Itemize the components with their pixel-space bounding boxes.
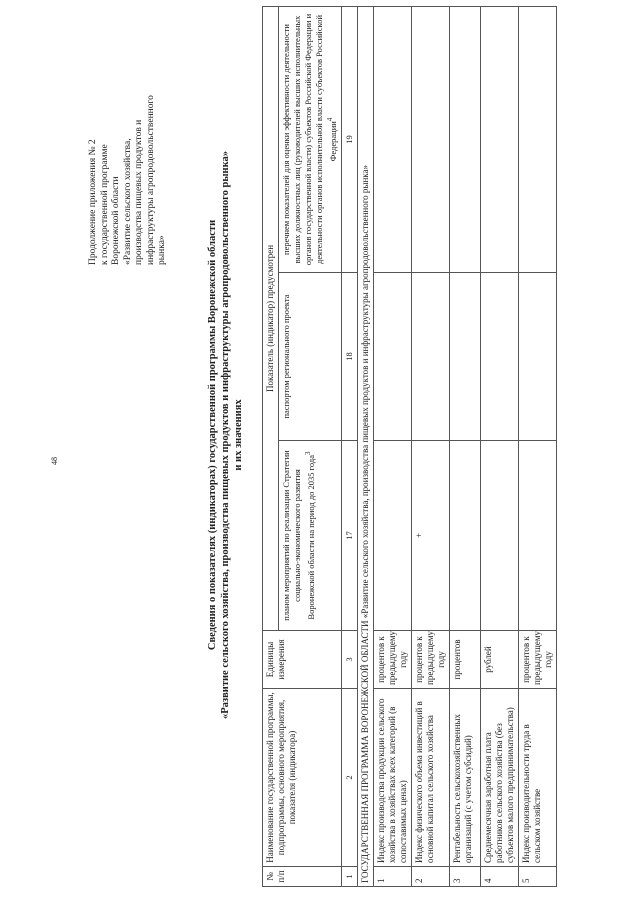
document-title [206,95,245,775]
table-row [411,6,449,886]
section-row [357,6,373,886]
column-number: 3 [341,631,357,689]
header-col19 [279,6,342,272]
table-row [518,6,556,886]
appendix-continuation-label: Продолжение приложения № 2 к государственной программе Воронежской области «Развитие сельского хозяйства, производства пищевых продуктов и инфраструктуры агропродовольственного рынка» [88,95,167,265]
row-col18 [411,273,449,441]
column-number: 17 [341,441,357,631]
row-col19 [373,6,411,272]
row-unit: процентов к предыдущему году [411,631,449,689]
row-col18 [373,273,411,441]
footnote-3: 3 [304,451,312,455]
row-col17 [518,441,556,631]
column-number-row [341,6,357,886]
row-unit: процентов к предыдущему году [373,631,411,689]
row-num: 1 [373,867,411,887]
row-col19 [411,6,449,272]
row-name: Индекс производства продукции сельского хозяйства в хозяйствах всех категорий (в сопоставимых ценах) [373,689,411,867]
column-number: 1 [341,867,357,887]
row-col17 [373,441,411,631]
header-unit: Единицы измерения [263,631,342,689]
footnote-4: 4 [326,117,334,122]
row-col17 [449,441,480,631]
title-line-3: и их значениях [233,399,244,471]
header-col17 [279,441,342,631]
row-num: 4 [480,867,518,887]
page-number: 48 [50,457,59,465]
header-indicator-group: Показатель (индикатор) предусмотрен [263,6,279,630]
column-number: 2 [341,689,357,867]
row-unit: процентов к предыдущему году [518,631,556,689]
table-row [373,6,411,886]
row-unit: процентов [449,631,480,689]
row-col17 [480,441,518,631]
table-row [480,6,518,886]
column-number: 18 [341,273,357,441]
row-col18 [518,273,556,441]
row-num: 2 [411,867,449,887]
row-col19 [480,6,518,272]
row-name: Среднемесячная заработная плата работников сельского хозяйства (без субъектов малого предпринимательства) [480,689,518,867]
row-num: 5 [518,867,556,887]
row-col18 [480,273,518,441]
indicators-table [262,6,557,887]
title-line-2: «Развитие сельского хозяйства, производства пищевых продуктов и инфраструктуры агропродовольственного рынка» [220,151,231,719]
title-line-1: Сведения о показателях (индикаторах) государственной программы Воронежской области [207,219,218,651]
row-col18 [449,273,480,441]
row-name: Индекс производительности труда в сельском хозяйстве [518,689,556,867]
header-col19-text: перечнем показателей для оценки эффективности деятельности высших должностных лиц (руководителей высших исполнительных органов государственной власти) субъектов Российской Федерации и деятельности органов исполнительной власти субъектов Российской Федерации [281,13,338,266]
header-col18: паспортом регионального проекта [279,273,342,441]
row-col17: + [411,441,449,631]
row-name: Рентабельность сельскохозяйственных организаций (с учетом субсидий) [449,689,480,867]
row-col19 [518,6,556,272]
header-name: Наименование государственной программы, подпрограммы, основного мероприятия, показателя (индикатора) [263,689,342,867]
row-col19 [449,6,480,272]
row-num: 3 [449,867,480,887]
table-row [449,6,480,886]
table-header-row [263,6,279,886]
row-name: Индекс физического объема инвестиций в основной капитал сельского хозяйства [411,689,449,867]
column-number: 19 [341,6,357,272]
header-num: № п/п [263,867,342,887]
section-title: ГОСУДАРСТВЕННАЯ ПРОГРАММА ВОРОНЕЖСКОЙ ОБЛАСТИ «Развитие сельского хозяйства, производства пищевых продуктов и инфраструктуры агропродовольственного рынка» [357,6,373,886]
header-col17-text: планом мероприятий по реализации Стратегии социально-экономического развития Воронежской области на период до 2035 года [281,450,316,621]
row-unit: рублей [480,631,518,689]
